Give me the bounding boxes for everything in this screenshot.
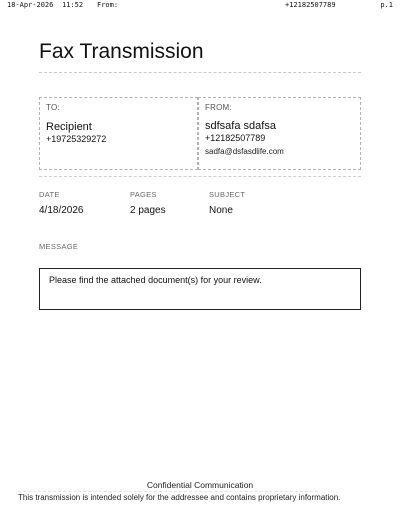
fax-header-page: p.1 <box>380 1 393 9</box>
fax-header-time: 11:52 <box>62 1 84 9</box>
sender-name: sdfsafa sdafsa <box>205 120 276 132</box>
meta-divider <box>39 176 361 177</box>
sender-box <box>198 97 361 170</box>
subject-value: None <box>209 205 233 216</box>
fax-transmission-header <box>7 0 393 12</box>
sender-email: sadfa@dsfasdlife.com <box>205 147 284 156</box>
pages-value: 2 pages <box>130 205 166 216</box>
date-label: DATE <box>39 190 60 199</box>
sender-number: +12182507789 <box>205 133 266 143</box>
message-label: MESSAGE <box>39 242 79 251</box>
fax-header-from-number: +12182507789 <box>285 1 336 9</box>
pages-field <box>130 190 166 216</box>
date-value: 4/18/2026 <box>39 205 84 216</box>
title-divider <box>39 72 361 73</box>
from-label: FROM: <box>205 103 232 112</box>
recipient-box <box>39 97 198 170</box>
page-title: Fax Transmission <box>39 40 204 63</box>
subject-label: SUBJECT <box>209 190 246 199</box>
recipient-number: +19725329272 <box>46 134 107 144</box>
date-field <box>39 190 84 216</box>
message-box <box>39 268 361 310</box>
message-text: Please find the attached document(s) for your review. <box>49 275 262 285</box>
fax-header-from-label: From: <box>97 1 119 9</box>
footer-note: This transmission is intended solely for the addressee and contains proprietary information. <box>18 493 341 502</box>
subject-field <box>209 190 245 216</box>
to-label: TO: <box>46 103 60 112</box>
footer-title: Confidential Communication <box>146 480 254 490</box>
recipient-name: Recipient <box>46 121 92 133</box>
fax-header-date: 18-Apr-2026 <box>7 1 54 9</box>
pages-label: PAGES <box>130 190 157 199</box>
footer-divider <box>18 491 318 492</box>
